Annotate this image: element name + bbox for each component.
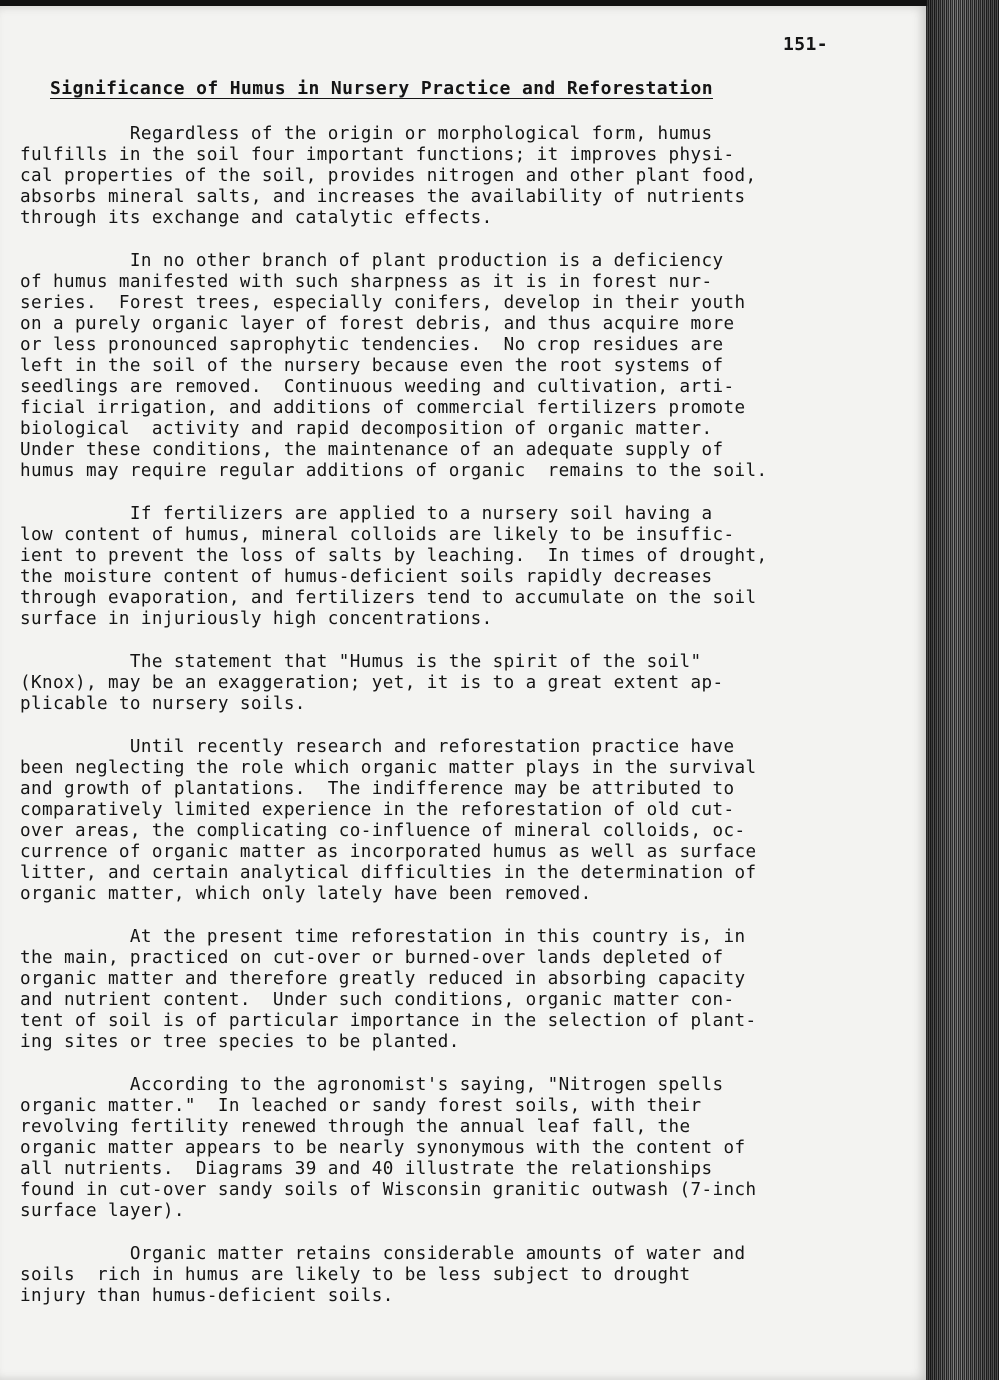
text-line: fulfills in the soil four important functions; it improves physi- bbox=[20, 145, 735, 165]
book-page bbox=[0, 6, 928, 1380]
text-line: the main, practiced on cut-over or burned-over lands depleted of bbox=[20, 948, 724, 968]
text-line: surface layer). bbox=[20, 1201, 185, 1221]
paragraph bbox=[20, 251, 900, 482]
text-line: organic matter and therefore greatly reduced in absorbing capacity bbox=[20, 969, 746, 989]
text-line: tent of soil is of particular importance in the selection of plant- bbox=[20, 1011, 757, 1031]
text-line: plicable to nursery soils. bbox=[20, 694, 306, 714]
text-line: If fertilizers are applied to a nursery soil having a bbox=[20, 504, 713, 524]
text-line: soils rich in humus are likely to be less subject to drought bbox=[20, 1265, 691, 1285]
text-line: or less pronounced saprophytic tendencies. No crop residues are bbox=[20, 335, 724, 355]
paragraph bbox=[20, 652, 900, 715]
text-line: left in the soil of the nursery because even the root systems of bbox=[20, 356, 724, 376]
text-line: through its exchange and catalytic effects. bbox=[20, 208, 493, 228]
text-line: organic matter appears to be nearly synonymous with the content of bbox=[20, 1138, 746, 1158]
text-line: Regardless of the origin or morphological form, humus bbox=[20, 124, 713, 144]
text-line: comparatively limited experience in the reforestation of old cut- bbox=[20, 800, 735, 820]
text-line: on a purely organic layer of forest debris, and thus acquire more bbox=[20, 314, 735, 334]
text-line: Until recently research and reforestation practice have bbox=[20, 737, 735, 757]
text-line: currence of organic matter as incorporated humus as well as surface bbox=[20, 842, 757, 862]
text-line: over areas, the complicating co-influence of mineral colloids, oc- bbox=[20, 821, 746, 841]
text-line: In no other branch of plant production is a deficiency bbox=[20, 251, 724, 271]
text-line: cal properties of the soil, provides nitrogen and other plant food, bbox=[20, 166, 757, 186]
paragraph bbox=[20, 1244, 900, 1307]
paragraph bbox=[20, 927, 900, 1053]
paragraph bbox=[20, 124, 900, 229]
text-line: ient to prevent the loss of salts by leaching. In times of drought, bbox=[20, 546, 768, 566]
text-line: (Knox), may be an exaggeration; yet, it is to a great extent ap- bbox=[20, 673, 724, 693]
text-line: the moisture content of humus-deficient soils rapidly decreases bbox=[20, 567, 713, 587]
text-line: According to the agronomist's saying, "Nitrogen spells bbox=[20, 1075, 724, 1095]
text-line: all nutrients. Diagrams 39 and 40 illustrate the relationships bbox=[20, 1159, 713, 1179]
text-line: humus may require regular additions of organic remains to the soil. bbox=[20, 461, 768, 481]
text-line: Under these conditions, the maintenance of an adequate supply of bbox=[20, 440, 724, 460]
text-line: and nutrient content. Under such conditions, organic matter con- bbox=[20, 990, 735, 1010]
text-line: revolving fertility renewed through the annual leaf fall, the bbox=[20, 1117, 691, 1137]
page-title: Significance of Humus in Nursery Practice and Reforestation bbox=[50, 78, 713, 99]
page-number: 151- bbox=[783, 34, 828, 55]
book-page-edges bbox=[926, 0, 999, 1380]
text-line: injury than humus-deficient soils. bbox=[20, 1286, 394, 1306]
text-line: biological activity and rapid decomposition of organic matter. bbox=[20, 419, 713, 439]
text-line: At the present time reforestation in this country is, in bbox=[20, 927, 746, 947]
text-line: found in cut-over sandy soils of Wisconsin granitic outwash (7-inch bbox=[20, 1180, 757, 1200]
paragraph bbox=[20, 737, 900, 905]
text-line: Organic matter retains considerable amounts of water and bbox=[20, 1244, 746, 1264]
text-line: been neglecting the role which organic matter plays in the survival bbox=[20, 758, 757, 778]
text-line: through evaporation, and fertilizers tend to accumulate on the soil bbox=[20, 588, 757, 608]
text-line: organic matter, which only lately have been removed. bbox=[20, 884, 592, 904]
text-line: and growth of plantations. The indifference may be attributed to bbox=[20, 779, 735, 799]
paragraph bbox=[20, 1075, 900, 1222]
text-line: of humus manifested with such sharpness as it is in forest nur- bbox=[20, 272, 713, 292]
text-line: The statement that "Humus is the spirit of the soil" bbox=[20, 652, 702, 672]
text-line: low content of humus, mineral colloids are likely to be insuffic- bbox=[20, 525, 735, 545]
text-line: seedlings are removed. Continuous weeding and cultivation, arti- bbox=[20, 377, 735, 397]
text-line: ing sites or tree species to be planted. bbox=[20, 1032, 460, 1052]
text-line: series. Forest trees, especially conifers, develop in their youth bbox=[20, 293, 746, 313]
body-text bbox=[20, 124, 900, 1307]
text-line: ficial irrigation, and additions of commercial fertilizers promote bbox=[20, 398, 746, 418]
text-line: absorbs mineral salts, and increases the availability of nutrients bbox=[20, 187, 746, 207]
paragraph bbox=[20, 504, 900, 630]
text-line: litter, and certain analytical difficulties in the determination of bbox=[20, 863, 757, 883]
text-line: surface in injuriously high concentrations. bbox=[20, 609, 493, 629]
text-line: organic matter." In leached or sandy forest soils, with their bbox=[20, 1096, 702, 1116]
